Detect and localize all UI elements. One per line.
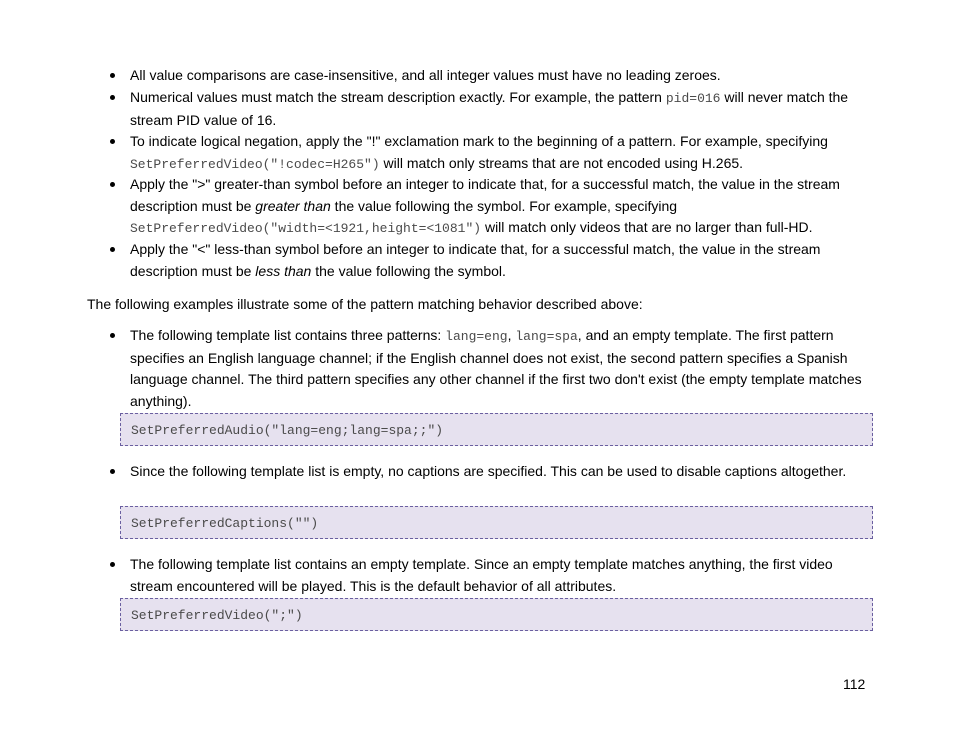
- rule-item: [130, 65, 870, 87]
- examples-intro: The following examples illustrate some of the pattern matching behavior described above:: [87, 296, 643, 312]
- text-run: To indicate logical negation, apply the "!" exclamation mark to the beginning of a pattern. For example, specifying: [130, 133, 828, 149]
- emphasis-text: less than: [255, 262, 312, 279]
- text-run: Apply the "<" less-than symbol before an integer to indicate that, for a successful match, the value in the stream description must be: [130, 241, 821, 279]
- text-run: will match only videos that are no larger than full-HD.: [481, 219, 813, 235]
- inline-code: lang=eng: [445, 329, 508, 344]
- text-run: the value following the symbol. For example, specifying: [330, 197, 678, 214]
- page-number: 112: [843, 676, 866, 692]
- emphasis-text: greater than: [255, 197, 331, 214]
- code-block: SetPreferredVideo(";"): [120, 598, 873, 631]
- text-run: Apply the ">" greater-than symbol before an integer to indicate that, for a successful match, the value in the stream description must be: [130, 176, 840, 214]
- code-block: SetPreferredAudio("lang=eng;lang=spa;;"): [120, 413, 873, 446]
- text-run: ,: [507, 327, 516, 343]
- example-item: [130, 325, 870, 412]
- rule-item: [130, 87, 870, 131]
- example-item: [130, 461, 870, 483]
- text-run: The following template list contains three patterns:: [130, 327, 446, 343]
- text-run: The following template list contains an empty template. Since an empty template matches anything, the first video stream encountered will be played. This is the default behavior of all attributes.: [130, 556, 833, 594]
- rule-item: [130, 131, 870, 175]
- text-run: , and an empty template. The first pattern specifies an English language channel; if the English channel does not exist, the second pattern specifies a Spanish language channel. The third pattern specifies any other channel if the first two don't exist (the empty template matches anything).: [130, 327, 862, 409]
- text-run: Numerical values must match the stream description exactly. For example, the pattern: [130, 89, 666, 105]
- rule-item: [130, 239, 870, 282]
- rule-item: [130, 174, 870, 240]
- text-run: the value following the symbol.: [311, 262, 506, 279]
- inline-code: SetPreferredVideo("!codec=H265"): [130, 156, 380, 172]
- text-run: will never match the stream PID value of 16.: [130, 89, 849, 128]
- inline-code: lang=spa: [515, 329, 578, 344]
- code-block: SetPreferredCaptions(""): [120, 506, 873, 539]
- inline-code: pid=016: [665, 91, 721, 106]
- text-run: will match only streams that are not encoded using H.265.: [379, 154, 744, 171]
- example-item: [130, 554, 870, 597]
- text-run: All value comparisons are case-insensitive, and all integer values must have no leading zeroes.: [130, 67, 721, 83]
- inline-code: SetPreferredVideo("width=<1921,height=<1081"): [130, 221, 482, 236]
- text-run: Since the following template list is empty, no captions are specified. This can be used to disable captions altogether.: [130, 463, 847, 479]
